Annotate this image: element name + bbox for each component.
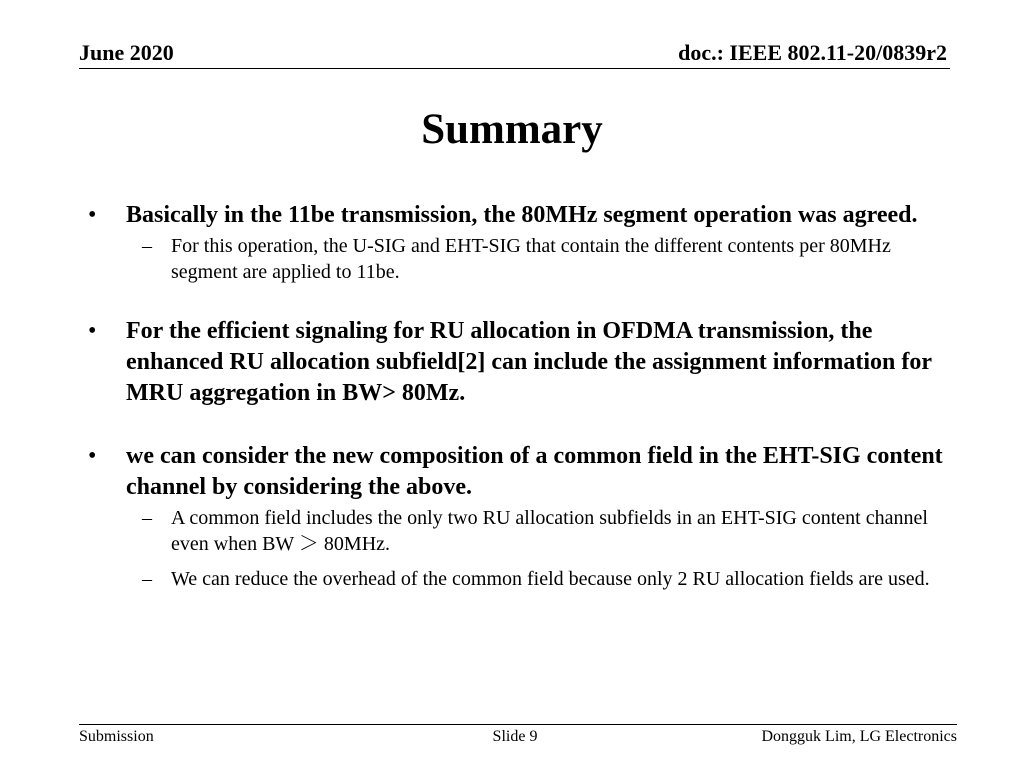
header-doc-id: doc.: IEEE 802.11-20/0839r2 [678,40,947,65]
footer-slide-number: Slide 9 [492,728,538,745]
bullet-item [84,316,954,409]
dash-icon: – [142,507,152,529]
bullet-text: we can consider the new composition of a common field in the EHT-SIG content channel by considering the above. [126,443,943,500]
sub-bullet-item [84,233,954,285]
footer-author: Dongguk Lim, LG Electronics [761,728,957,745]
sub-bullet-text: A common field includes the only two RU allocation subfields in an EHT-SIG content channel even when BW ＞ 80MHz. [171,507,928,555]
bullet-item [84,200,954,231]
sub-bullet-item [84,566,954,592]
slide-body [84,200,954,592]
bullet-item [84,441,954,503]
bullet-icon: • [88,443,97,469]
slide-title: Summary [421,106,603,153]
header-divider [79,68,950,69]
bullet-text: For the efficient signaling for RU allocation in OFDMA transmission, the enhanced RU allocation subfield[2] can include the assignment information for MRU aggregation in BW> 80Mz. [126,318,932,406]
sub-bullet-item [84,505,954,557]
bullet-icon: • [88,202,97,228]
bullet-text: Basically in the 11be transmission, the 80MHz segment operation was agreed. [126,202,918,228]
bullet-icon: • [88,318,97,344]
footer-submission: Submission [79,728,154,745]
footer-divider [79,724,957,725]
dash-icon: – [142,568,152,590]
header-date: June 2020 [79,40,174,65]
sub-bullet-text: We can reduce the overhead of the common field because only 2 RU allocation fields are used. [171,568,930,590]
dash-icon: – [142,235,152,257]
sub-bullet-text: For this operation, the U-SIG and EHT-SIG that contain the different contents per 80MHz segment are applied to 11be. [171,235,891,283]
